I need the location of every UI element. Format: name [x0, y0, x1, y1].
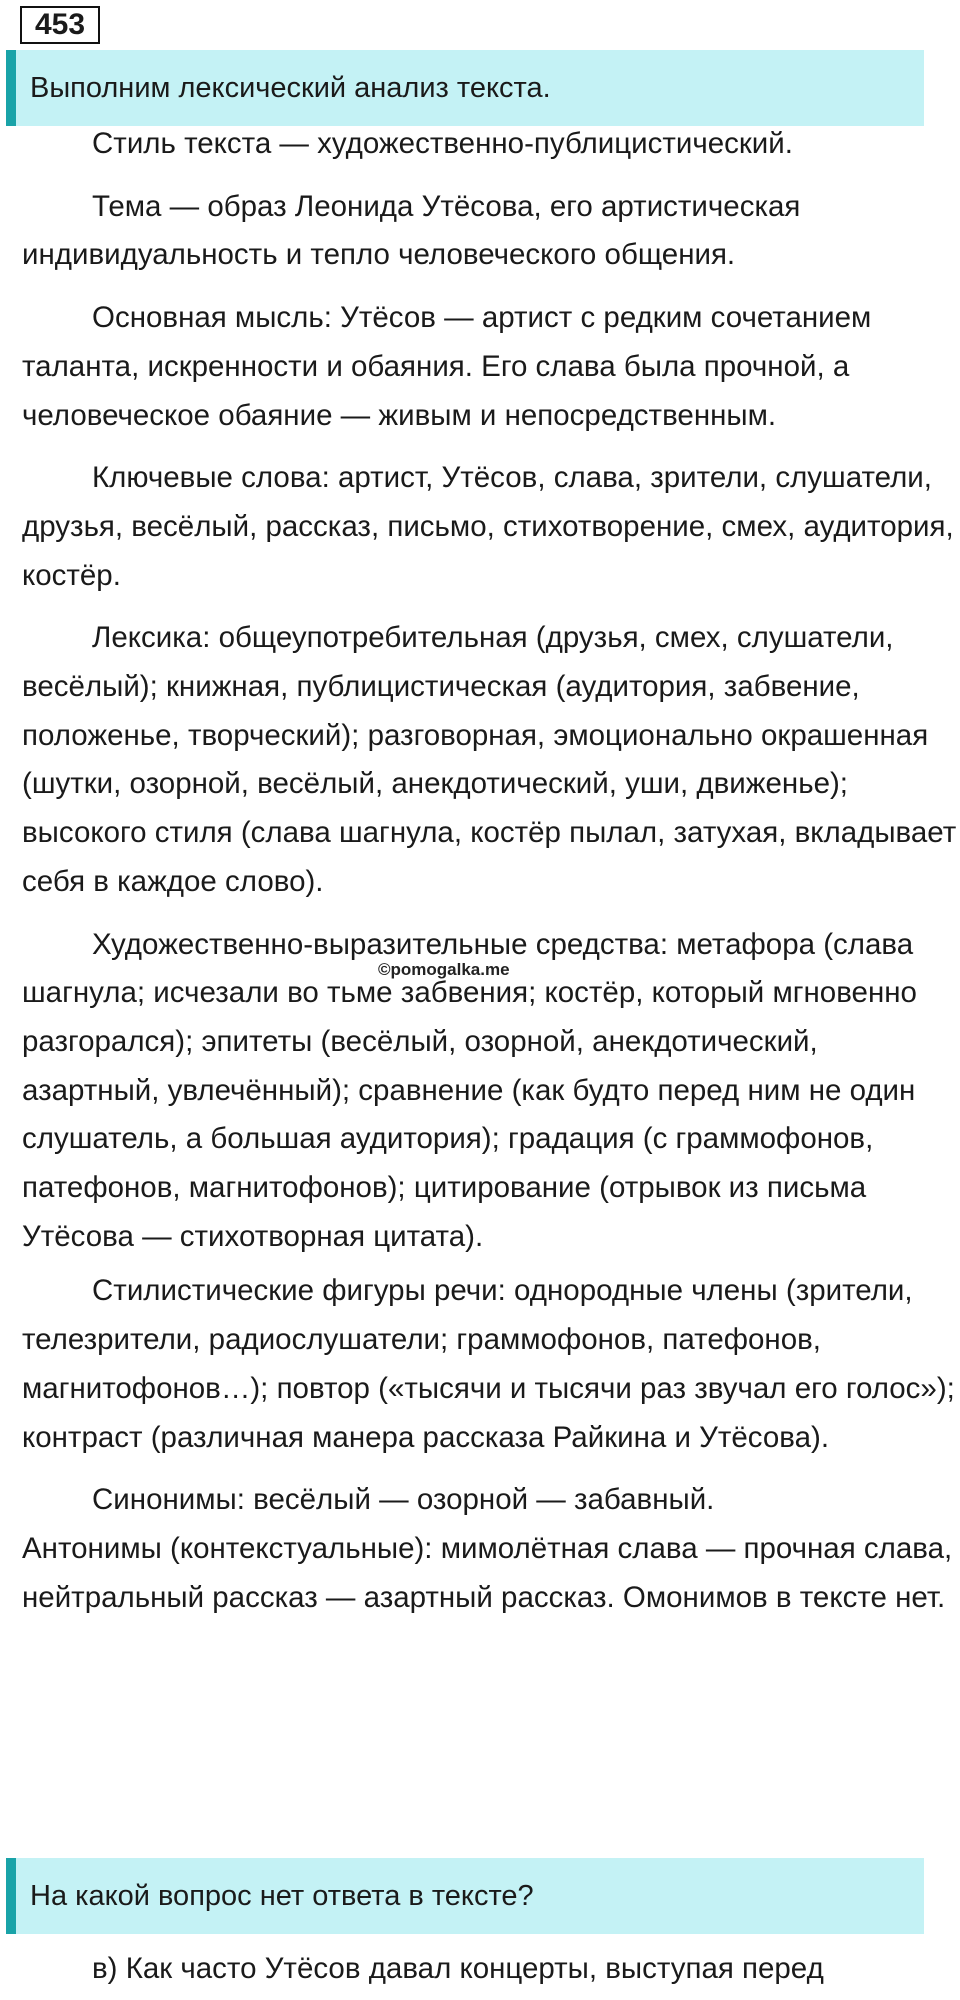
task-banner-lexical-analysis: Выполним лексический анализ текста. — [6, 50, 924, 126]
paragraph-lexicon: Лексика: общеупотребительная (друзья, смех, слушатели, весёлый); книжная, публицистическая (аудитория, забвение, положенье, творческий); разговорная, эмоционально окрашенная (шутки, озорной, весёлый, анекдотический, уши, движенье); высокого стиля (слава шагнула, костёр пылал, затухая, вкладывает себя в каждое слово). — [22, 621, 957, 898]
paragraph-expressive-means: Художественно-выразительные средства: метафора (слава шагнула; исчезали во тьме забвения; костёр, который мгновенно разгорался); эпитеты (весёлый, озорной, анекдотический, азартный, увлечённый); сравнение (как будто перед ним не один слушатель, а большая аудитория); градация (с граммофонов, патефонов, магнитофонов); цитирование (отрывок из письма Утёсова — стихотворная цитата). — [22, 927, 917, 1253]
answer-text: в) Как часто Утёсов давал концерты, выступая перед — [92, 1952, 824, 1985]
paragraph-keywords: Ключевые слова: артист, Утёсов, слава, зрители, слушатели, друзья, весёлый, рассказ, письмо, стихотворение, смех, аудитория, костёр. — [22, 461, 954, 592]
task-banner-question: На какой вопрос нет ответа в тексте? — [6, 1858, 924, 1934]
analysis-body — [22, 120, 958, 1636]
paragraph-main-idea: Основная мысль: Утёсов — артист с редким сочетанием таланта, искренности и обаяния. Его слава была прочной, а человеческое обаяние — живым и непосредственным. — [22, 301, 872, 432]
paragraph-theme: Тема — образ Леонида Утёсова, его артистическая индивидуальность и тепло человеческого общения. — [22, 189, 801, 272]
exercise-number: 453 — [20, 6, 100, 44]
watermark: ©pomogalka.me — [378, 960, 510, 979]
paragraph-synonyms: Синонимы: весёлый — озорной — забавный. — [92, 1483, 715, 1517]
paragraph-antonyms: Антонимы (контекстуальные): мимолётная слава — прочная слава, нейтральный рассказ — азартный рассказ. Омонимов в тексте нет. — [22, 1531, 953, 1614]
paragraph-style: Стиль текста — художественно-публицистический. — [92, 127, 793, 160]
paragraph-stylistic-figures: Стилистические фигуры речи: однородные члены (зрители, телезрители, радиослушатели; граммофонов, патефонов, магнитофонов…); повтор («тысячи и тысячи раз звучал его голос»); контраст (различная манера рассказа Райкина и Утёсова). — [22, 1274, 955, 1454]
